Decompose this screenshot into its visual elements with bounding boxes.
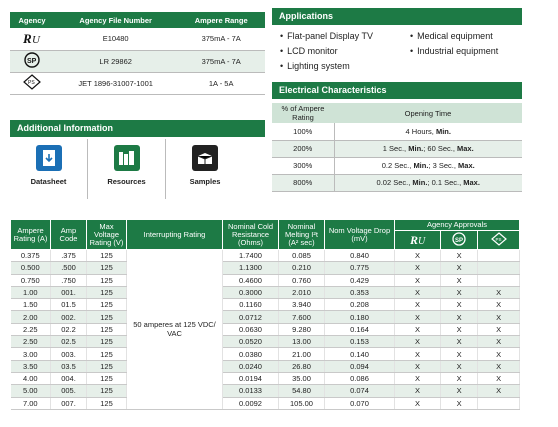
table-row: [11, 250, 520, 262]
interrupting-header: Interrupting Rating: [127, 220, 223, 250]
table-row: [10, 28, 265, 50]
interrupting-rating-cell: 50 amperes at 125 VDC/ VAC: [127, 250, 223, 410]
melting-cell: 7.600: [279, 311, 325, 323]
csa-column-header: [441, 231, 478, 250]
resistance-cell: 0.1160: [223, 299, 279, 311]
list-item: • Lighting system: [280, 61, 410, 71]
pse-approval-cell: [478, 397, 520, 409]
svg-text:SP: SP: [27, 58, 37, 65]
table-row: [11, 311, 520, 323]
pse-approval-cell: [478, 250, 520, 262]
rating-cell: 1.50: [11, 299, 51, 311]
svg-text:PS: PS: [28, 80, 35, 86]
table-row: [11, 286, 520, 298]
pct-header: % of Ampere Rating: [272, 103, 334, 123]
amp-code-cell: 007.: [51, 397, 87, 409]
rating-cell: 7.00: [11, 397, 51, 409]
ampere-range: 375mA - 7A: [177, 50, 265, 72]
csa-approval-cell: X: [441, 250, 478, 262]
csa-approval-cell: X: [441, 299, 478, 311]
ampere-range-header: Ampere Range: [177, 12, 265, 28]
ul-column-header: [395, 231, 441, 250]
electrical-panel: [272, 82, 522, 192]
ul-recognized-icon: [409, 233, 427, 245]
electrical-table: [272, 103, 522, 192]
melting-header: Nominal Melting I²t (A² sec): [279, 220, 325, 250]
rating-header: Ampere Rating (A): [11, 220, 51, 250]
resistance-cell: 0.0133: [223, 385, 279, 397]
rating-cell: 2.00: [11, 311, 51, 323]
amp-code-cell: 001.: [51, 286, 87, 298]
pse-approval-cell: [478, 274, 520, 286]
opening-time-value: 0.2 Sec.,: [381, 161, 414, 170]
rating-cell: 2.50: [11, 336, 51, 348]
datasheet-link[interactable]: [10, 139, 88, 199]
voltage-drop-cell: 0.086: [325, 372, 395, 384]
samples-label: Samples: [189, 177, 221, 186]
voltage-drop-cell: 0.140: [325, 348, 395, 360]
voltage-header: Max Voltage Rating (V): [87, 220, 127, 250]
opening-time-qualifier: Min.: [412, 178, 428, 187]
opening-time-value: ; 0.1 Sec.,: [427, 178, 464, 187]
rating-cell: 2.25: [11, 323, 51, 335]
csa-approval-cell: X: [441, 274, 478, 286]
csa-approval-cell: X: [441, 360, 478, 372]
table-row: [272, 140, 522, 157]
ul-recognized-icon: [22, 30, 42, 47]
table-row: [10, 50, 265, 72]
voltage-cell: 125: [87, 385, 127, 397]
opening-time-cell: [334, 140, 522, 157]
svg-text:U: U: [32, 33, 40, 45]
opening-time-value: 1 Sec.,: [382, 144, 409, 153]
rating-cell: 0.500: [11, 262, 51, 274]
melting-cell: 54.80: [279, 385, 325, 397]
csa-approval-cell: X: [441, 336, 478, 348]
melting-cell: 105.00: [279, 397, 325, 409]
list-item: • LCD monitor: [280, 46, 410, 56]
file-number: JET 1896-31007-1001: [54, 72, 177, 94]
resources-link[interactable]: [88, 139, 166, 199]
applications-list: [272, 25, 522, 71]
agency-table-panel: [10, 12, 265, 95]
table-row: [272, 123, 522, 140]
voltage-cell: 125: [87, 250, 127, 262]
table-row: [11, 385, 520, 397]
table-row: [272, 157, 522, 174]
table-row: [272, 174, 522, 191]
opening-time-cell: [334, 123, 522, 140]
table-row: [11, 360, 520, 372]
agency-header: Agency: [10, 12, 54, 28]
voltage-cell: 125: [87, 360, 127, 372]
table-row: [10, 72, 265, 94]
amp-code-cell: 02.5: [51, 336, 87, 348]
pse-approval-cell: X: [478, 360, 520, 372]
opening-time-header: Opening Time: [334, 103, 522, 123]
voltage-drop-cell: 0.153: [325, 336, 395, 348]
amp-code-cell: 002.: [51, 311, 87, 323]
svg-text:R: R: [409, 233, 418, 245]
table-row: [11, 372, 520, 384]
csa-approval-cell: X: [441, 311, 478, 323]
opening-time-cell: [334, 157, 522, 174]
applications-panel: [272, 8, 522, 71]
table-row: [11, 274, 520, 286]
pct-cell: 100%: [272, 123, 334, 140]
opening-time-qualifier: Min.: [413, 161, 429, 170]
table-row: [11, 262, 520, 274]
voltage-drop-cell: 0.775: [325, 262, 395, 274]
pse-icon: [23, 80, 41, 92]
amp-code-cell: 03.5: [51, 360, 87, 372]
rating-cell: 1.00: [11, 286, 51, 298]
opening-time-value: 4 Hours,: [405, 126, 436, 136]
amp-code-cell: .750: [51, 274, 87, 286]
csa-approval-cell: X: [441, 385, 478, 397]
voltage-cell: 125: [87, 262, 127, 274]
resources-icon: [114, 145, 140, 171]
electrical-title: Electrical Characteristics: [272, 82, 522, 99]
amp-code-cell: 004.: [51, 372, 87, 384]
specs-table: [10, 219, 520, 410]
svg-text:PS: PS: [495, 237, 502, 242]
svg-text:SP: SP: [455, 238, 464, 244]
csa-approval-cell: X: [441, 397, 478, 409]
opening-time-qualifier: Max.: [463, 178, 480, 187]
voltage-drop-cell: 0.180: [325, 311, 395, 323]
resistance-cell: 0.3000: [223, 286, 279, 298]
pct-cell: 300%: [272, 157, 334, 174]
ul-approval-cell: X: [395, 250, 441, 262]
voltage-cell: 125: [87, 323, 127, 335]
voltage-cell: 125: [87, 286, 127, 298]
list-item: • Industrial equipment: [410, 46, 530, 56]
resistance-cell: 0.0712: [223, 311, 279, 323]
voltage-cell: 125: [87, 372, 127, 384]
melting-cell: 35.00: [279, 372, 325, 384]
pct-cell: 200%: [272, 140, 334, 157]
additional-info-title: Additional Information: [10, 120, 265, 137]
applications-title: Applications: [272, 8, 522, 25]
pse-approval-cell: X: [478, 299, 520, 311]
melting-cell: 13.00: [279, 336, 325, 348]
list-item: • Flat-panel Display TV: [280, 31, 410, 41]
voltage-drop-cell: 0.840: [325, 250, 395, 262]
voltage-drop-cell: 0.429: [325, 274, 395, 286]
pse-approval-cell: X: [478, 286, 520, 298]
voltage-cell: 125: [87, 336, 127, 348]
melting-cell: 0.210: [279, 262, 325, 274]
file-number: LR 29862: [54, 50, 177, 72]
pse-approval-cell: X: [478, 372, 520, 384]
table-row: [11, 397, 520, 409]
amp-code-cell: 02.2: [51, 323, 87, 335]
csa-approval-cell: X: [441, 286, 478, 298]
resistance-cell: 0.0194: [223, 372, 279, 384]
ul-approval-cell: X: [395, 311, 441, 323]
voltage-cell: 125: [87, 348, 127, 360]
melting-cell: 0.760: [279, 274, 325, 286]
voltage-cell: 125: [87, 311, 127, 323]
resistance-cell: 0.0240: [223, 360, 279, 372]
rating-cell: 0.375: [11, 250, 51, 262]
rating-cell: 3.00: [11, 348, 51, 360]
csa-approval-cell: X: [441, 262, 478, 274]
melting-cell: 0.085: [279, 250, 325, 262]
ul-approval-cell: X: [395, 262, 441, 274]
melting-cell: 9.280: [279, 323, 325, 335]
csa-approval-cell: X: [441, 323, 478, 335]
voltage-cell: 125: [87, 397, 127, 409]
voltage-drop-header: Nom Voltage Drop (mV): [325, 220, 395, 250]
csa-icon: [452, 232, 466, 246]
samples-link[interactable]: [166, 139, 244, 199]
ul-approval-cell: X: [395, 372, 441, 384]
opening-time-value: 0.02 Sec.,: [376, 178, 413, 187]
opening-time-value: ; 3 Sec.,: [428, 161, 459, 170]
opening-time-value: ; 60 Sec.,: [423, 144, 458, 153]
csa-approval-cell: X: [441, 348, 478, 360]
opening-time-qualifier: Max.: [458, 161, 475, 170]
additional-info-panel: [10, 120, 265, 199]
rating-cell: 4.00: [11, 372, 51, 384]
voltage-drop-cell: 0.094: [325, 360, 395, 372]
csa-approval-cell: X: [441, 372, 478, 384]
datasheet-icon: [36, 145, 62, 171]
samples-icon: [192, 145, 218, 171]
ampere-range: 375mA - 7A: [177, 28, 265, 50]
rating-cell: 5.00: [11, 385, 51, 397]
datasheet-label: Datasheet: [30, 177, 67, 186]
voltage-drop-cell: 0.353: [325, 286, 395, 298]
ampere-range: 1A - 5A: [177, 72, 265, 94]
voltage-drop-cell: 0.070: [325, 397, 395, 409]
table-row: [11, 323, 520, 335]
amp-code-cell: 005.: [51, 385, 87, 397]
pse-approval-cell: X: [478, 336, 520, 348]
specs-panel: [10, 219, 520, 410]
opening-time-qualifier: Min.: [408, 144, 424, 153]
agency-table: [10, 12, 265, 95]
voltage-drop-cell: 0.074: [325, 385, 395, 397]
pse-approval-cell: X: [478, 348, 520, 360]
pse-approval-cell: X: [478, 385, 520, 397]
resistance-cell: 0.4600: [223, 274, 279, 286]
ul-approval-cell: X: [395, 360, 441, 372]
amp-code-cell: .375: [51, 250, 87, 262]
rating-cell: 3.50: [11, 360, 51, 372]
voltage-cell: 125: [87, 274, 127, 286]
pse-approval-cell: X: [478, 323, 520, 335]
resistance-cell: 1.7400: [223, 250, 279, 262]
melting-cell: 3.940: [279, 299, 325, 311]
resistance-cell: 0.0092: [223, 397, 279, 409]
svg-text:R: R: [23, 30, 32, 45]
resistance-header: Nominal Cold Resistance (Ohms): [223, 220, 279, 250]
pse-approval-cell: [478, 262, 520, 274]
resistance-cell: 1.1300: [223, 262, 279, 274]
ul-approval-cell: X: [395, 299, 441, 311]
table-row: [11, 336, 520, 348]
file-number: E10480: [54, 28, 177, 50]
melting-cell: 26.80: [279, 360, 325, 372]
opening-time-qualifier: Max.: [457, 144, 474, 153]
ul-approval-cell: X: [395, 348, 441, 360]
voltage-cell: 125: [87, 299, 127, 311]
melting-cell: 21.00: [279, 348, 325, 360]
rating-cell: 0.750: [11, 274, 51, 286]
ul-approval-cell: X: [395, 336, 441, 348]
amp-code-header: Amp Code: [51, 220, 87, 250]
file-number-header: Agency File Number: [54, 12, 177, 28]
ul-approval-cell: X: [395, 397, 441, 409]
amp-code-cell: 003.: [51, 348, 87, 360]
amp-code-cell: 01.5: [51, 299, 87, 311]
ul-approval-cell: X: [395, 286, 441, 298]
amp-code-cell: .500: [51, 262, 87, 274]
melting-cell: 2.010: [279, 286, 325, 298]
csa-icon: [24, 58, 40, 70]
list-item: • Medical equipment: [410, 31, 530, 41]
opening-time-qualifier: Min.: [435, 126, 451, 136]
pse-icon: [491, 232, 507, 246]
ul-approval-cell: X: [395, 385, 441, 397]
resistance-cell: 0.0630: [223, 323, 279, 335]
pse-column-header: [478, 231, 520, 250]
pse-approval-cell: X: [478, 311, 520, 323]
table-row: [11, 348, 520, 360]
ul-approval-cell: X: [395, 323, 441, 335]
voltage-drop-cell: 0.164: [325, 323, 395, 335]
approvals-header: Agency Approvals: [395, 220, 520, 231]
ul-approval-cell: X: [395, 274, 441, 286]
resistance-cell: 0.0520: [223, 336, 279, 348]
resources-label: Resources: [107, 177, 146, 186]
opening-time-cell: [334, 174, 522, 191]
pct-cell: 800%: [272, 174, 334, 191]
resistance-cell: 0.0380: [223, 348, 279, 360]
svg-text:U: U: [417, 236, 425, 245]
voltage-drop-cell: 0.208: [325, 299, 395, 311]
table-row: [11, 299, 520, 311]
